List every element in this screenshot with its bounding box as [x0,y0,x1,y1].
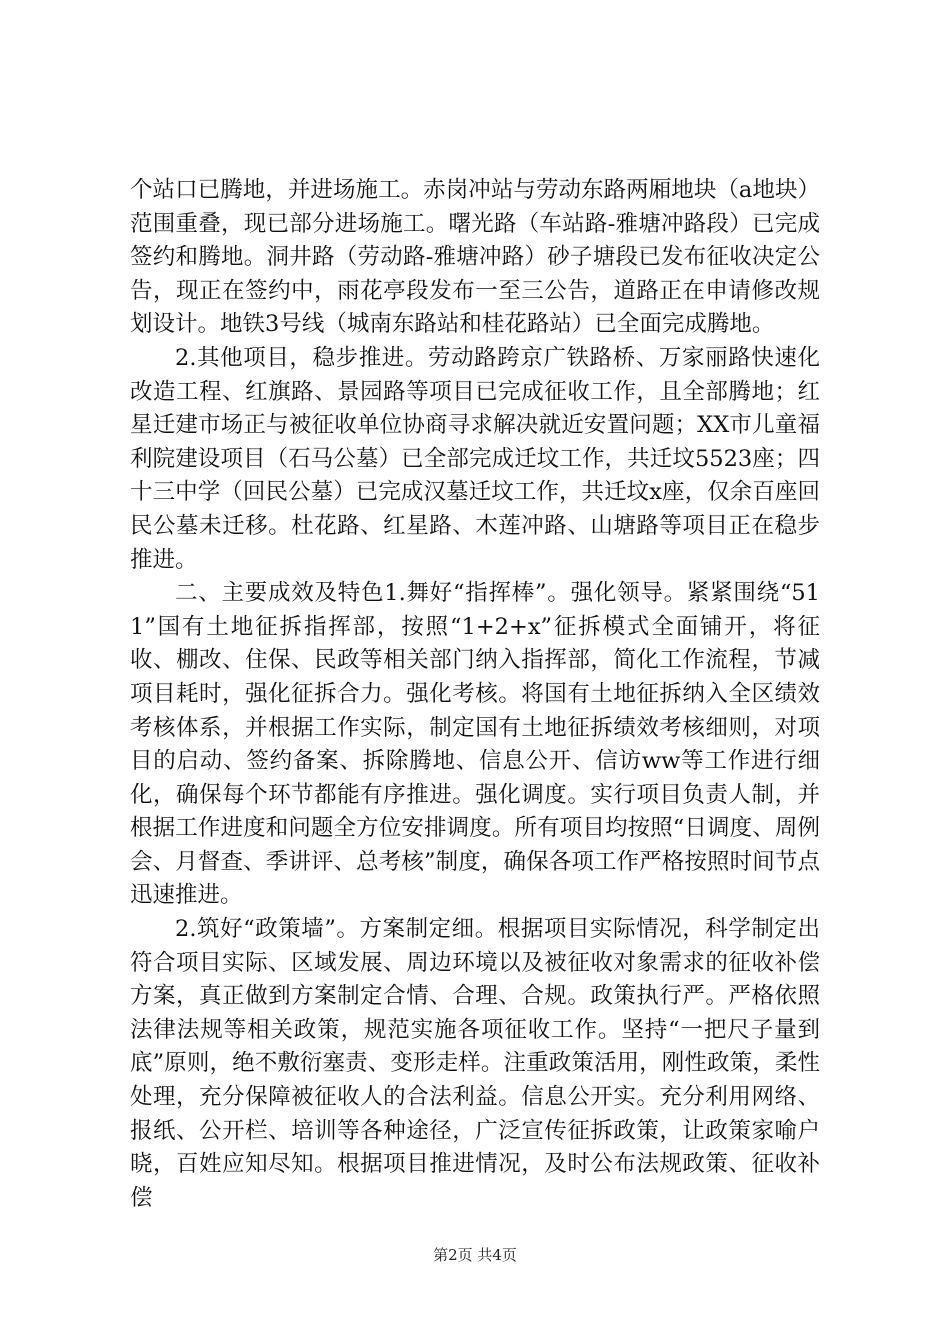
paragraph-1: 个站口已腾地，并进场施工。赤岗冲站与劳动东路两厢地块（a地块）范围重叠，现已部分进场施工。曙光路（车站路-雅塘冲路段）已完成签约和腾地。洞井路（劳动路-雅塘冲路）砂子塘段已发布征收决定公告，现正在签约中，雨花亭段发布一至三公告，道路正在申请修改规划设计。地铁3号线（城南东路站和桂花路站）已全面完成腾地。 [130,177,820,338]
paragraph-3: 二、主要成效及特色1.舞好“指挥棒”。强化领导。紧紧围绕“511”国有土地征拆指挥部，按照“1+2+x”征拆模式全面铺开，将征收、棚改、住保、民政等相关部门纳入指挥部，简化工作流程，节减项目耗时，强化征拆合力。强化考核。将国有土地征拆纳入全区绩效考核体系，并根据工作实际，制定国有土地征拆绩效考核细则，对项目的启动、签约备案、拆除腾地、信息公开、信访ww等工作进行细化，确保每个环节都能有序推进。强化调度。实行项目负责人制，并根据工作进度和问题全方位安排调度。所有项目均按照“日调度、周例会、月督查、季讲评、总考核”制度，确保各项工作严格按照时间节点迅速推进。 [130,580,820,909]
page-number-footer: 第2页 共4页 [433,1246,517,1264]
document-body [130,174,820,1215]
paragraph-4: 2.筑好“政策墙”。方案制定细。根据项目实际情况，科学制定出符合项目实际、区域发展、周边环境以及被征收对象需求的征收补偿方案，真正做到方案制定合情、合理、合规。政策执行严。严格依照法律法规等相关政策，规范实施各项征收工作。坚持“一把尺子量到底”原则，绝不敷衍塞责、变形走样。注重政策活用，刚性政策，柔性处理，充分保障被征收人的合法利益。信息公开实。充分利用网络、报纸、公开栏、培训等各种途径，广泛宣传征拆政策，让政策家喻户晓，百姓应知尽知。根据项目推进情况，及时公布法规政策、征收补偿 [130,916,820,1211]
paragraph-2: 2.其他项目，稳步推进。劳动路跨京广铁路桥、万家丽路快速化改造工程、红旗路、景园路等项目已完成征收工作，且全部腾地；红星迁建市场正与被征收单位协商寻求解决就近安置问题；XX市儿童福利院建设项目（石马公墓）已全部完成迁坟工作，共迁坟5523座；四十三中学（回民公墓）已完成汉墓迁坟工作，共迁坟x座，仅余百座回民公墓未迁移。杜花路、红星路、木莲冲路、山塘路等项目正在稳步推进。 [130,344,820,573]
